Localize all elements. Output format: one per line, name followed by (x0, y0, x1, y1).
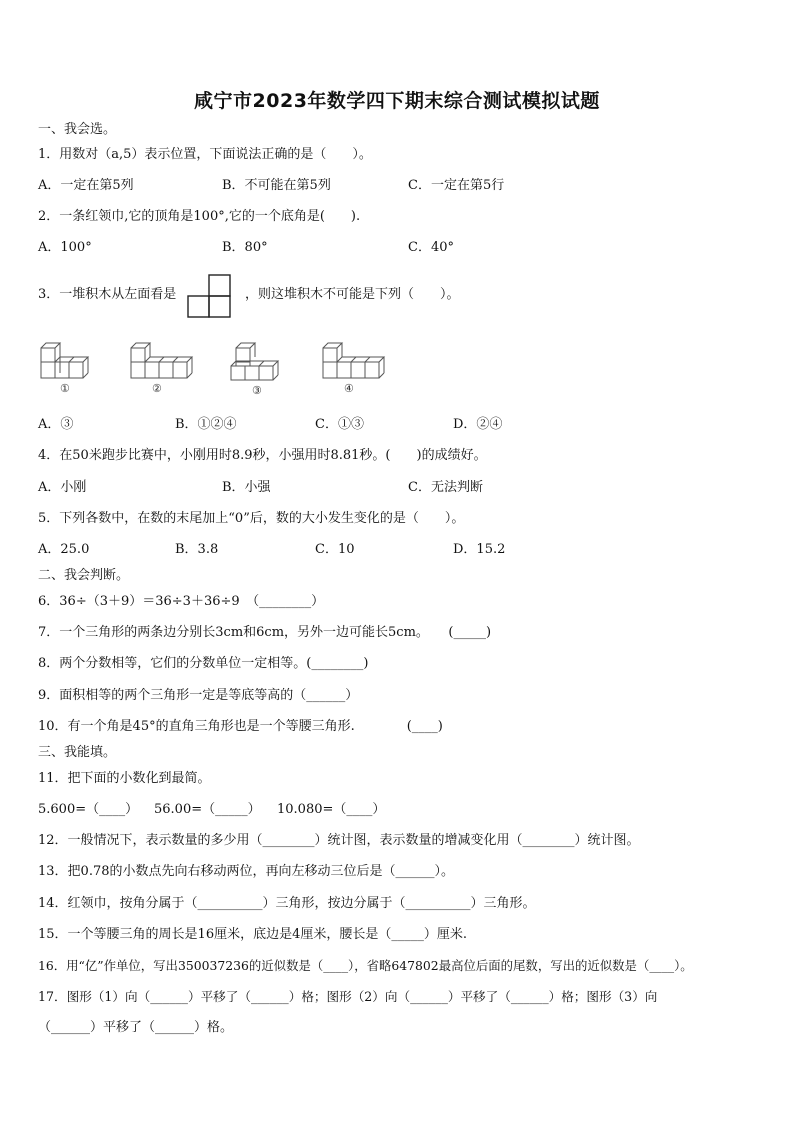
question-8: 8．两个分数相等，它们的分数单位一定相等。(________) (38, 656, 369, 671)
q2-option-a: A．100° (38, 240, 92, 255)
question-1: 1．用数对（a,5）表示位置，下面说法正确的是（ ）。 (38, 147, 372, 162)
section-heading-2: 二、我会判断。 (38, 568, 130, 583)
q2-option-c: C．40° (408, 240, 454, 255)
block-figure-3 (228, 340, 294, 396)
block-figure-1 (38, 340, 100, 396)
q3-option-d: D．②④ (453, 417, 503, 432)
section-heading-1: 一、我会选。 (38, 122, 117, 137)
q3-option-a: A．③ (38, 417, 74, 432)
q2-option-b: B．80° (222, 240, 268, 255)
left-view-figure (187, 274, 233, 318)
q5-option-c: C．10 (315, 542, 355, 557)
question-3-stem-a: 3．一堆积木从左面看是 (38, 287, 177, 302)
question-16: 16．用“亿”作单位，写出350037236的近似数是（____），省略647802最高位后面的尾数，写出的近似数是（____）。 (38, 958, 693, 973)
figure-4-label: ④ (344, 382, 354, 395)
q5-option-d: D．15.2 (453, 542, 506, 557)
question-17-line-1: 17．图形（1）向（______）平移了（______）格；图形（2）向（______）平移了（______）格；图形（3）向 (38, 989, 658, 1004)
q4-option-b: B．小强 (222, 480, 271, 495)
q5-option-a: A．25.0 (38, 542, 90, 557)
question-7: 7．一个三角形的两条边分别长3cm和6cm，另外一边可能长5cm。 (_____) (38, 625, 492, 640)
question-6: 6．36÷（3＋9）＝36÷3＋36÷9 （________） (38, 594, 325, 609)
q1-option-b: B．不可能在第5列 (222, 178, 331, 193)
figure-1-label: ① (60, 382, 70, 395)
question-3-stem-b: ，则这堆积木不可能是下列（ ）。 (245, 287, 460, 302)
q4-option-c: C．无法判断 (408, 480, 483, 495)
page-title: 咸宁市2023年数学四下期末综合测试模拟试题 (194, 90, 600, 112)
figure-2-label: ② (152, 382, 162, 395)
q11-item-a: 5.600=（____） (38, 802, 139, 817)
q11-item-b: 56.00=（_____） (154, 802, 261, 817)
block-figure-2 (128, 340, 194, 396)
question-2: 2．一条红领巾,它的顶角是100°,它的一个底角是( ). (38, 209, 361, 224)
q3-option-b: B．①②④ (175, 417, 237, 432)
q11-item-c: 10.080=（____） (277, 802, 386, 817)
question-15: 15．一个等腰三角的周长是16厘米，底边是4厘米，腰长是（_____）厘米. (38, 927, 467, 942)
question-17-line-2: （______）平移了（______）格。 (38, 1020, 234, 1035)
question-4: 4．在50米跑步比赛中，小刚用时8.9秒，小强用时8.81秒。( )的成绩好。 (38, 448, 487, 463)
question-13: 13．把0.78的小数点先向右移动两位，再向左移动三位后是（______）。 (38, 864, 454, 879)
figure-3-label: ③ (252, 384, 262, 396)
q4-option-a: A．小刚 (38, 480, 87, 495)
q5-option-b: B．3.8 (175, 542, 219, 557)
q1-option-a: A．一定在第5列 (38, 178, 134, 193)
q3-option-c: C．①③ (315, 417, 364, 432)
question-9: 9．面积相等的两个三角形一定是等底等高的（______） (38, 688, 359, 703)
section-heading-3: 三、我能填。 (38, 745, 117, 760)
question-10: 10．有一个角是45°的直角三角形也是一个等腰三角形. (____) (38, 719, 443, 734)
question-11: 11．把下面的小数化到最简。 (38, 771, 211, 786)
q1-option-c: C．一定在第5行 (408, 178, 505, 193)
question-12: 12．一般情况下，表示数量的多少用（________）统计图，表示数量的增减变化用（________）统计图。 (38, 833, 640, 848)
question-14: 14．红领巾，按角分属于（__________）三角形，按边分属于（__________）三角形。 (38, 896, 536, 911)
question-5: 5．下列各数中，在数的末尾加上“0”后，数的大小发生变化的是（ ）。 (38, 511, 465, 526)
block-figure-4 (320, 340, 386, 396)
